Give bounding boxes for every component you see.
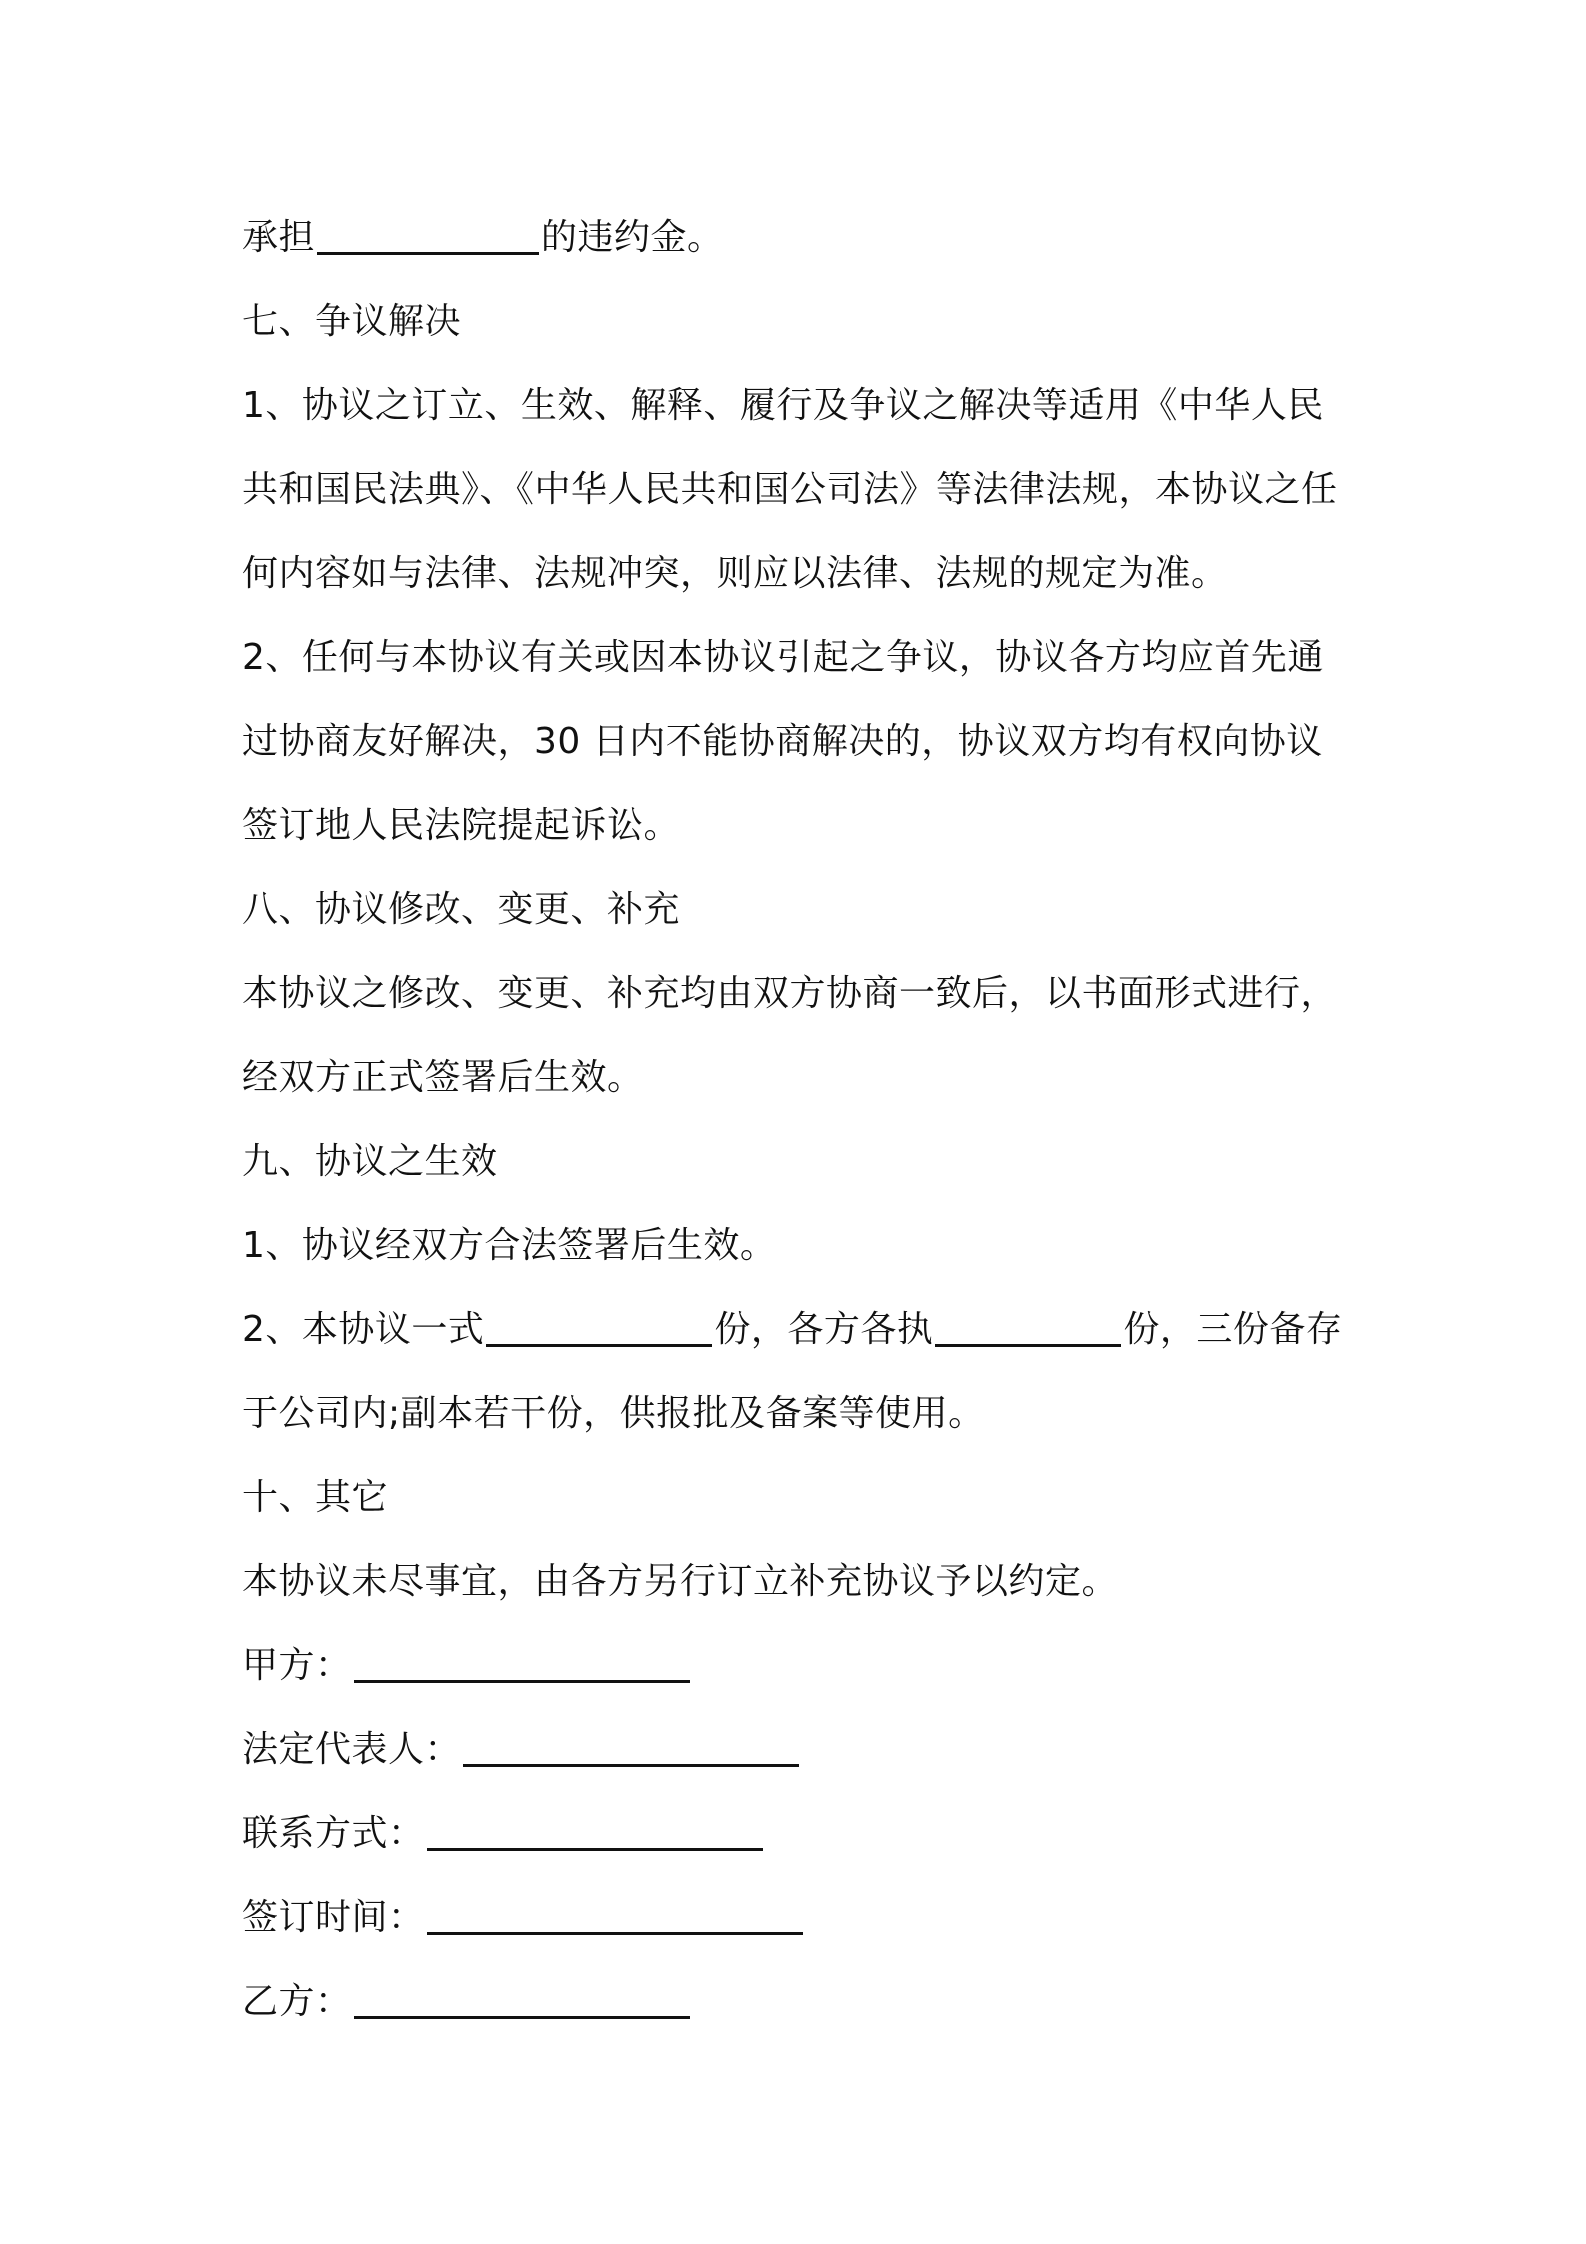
party-a-blank[interactable] (354, 1644, 690, 1683)
signature-contact (242, 1792, 1362, 1876)
party-b-label: 乙方： (242, 1981, 352, 2022)
section-8-heading: 八、协议修改、变更、补充 (242, 889, 681, 930)
total-copies-blank[interactable] (486, 1308, 712, 1347)
section-10-text: 本协议未尽事宜，由各方另行订立补充协议予以约定。 (242, 1561, 1119, 1602)
penalty-suffix: 的违约金。 (541, 217, 724, 258)
sign-date-label: 签订时间： (242, 1897, 425, 1938)
penalty-line (242, 196, 1362, 280)
signature-party-a (242, 1624, 1362, 1708)
contact-label: 联系方式： (242, 1813, 425, 1854)
section-9-clause-2-line-2: 于公司内;副本若干份，供报批及备案等使用。 (242, 1393, 985, 1434)
penalty-prefix: 承担 (242, 217, 316, 258)
contact-blank[interactable] (427, 1812, 763, 1851)
section-7-clause-2-line-3: 签订地人民法院提起诉讼。 (242, 805, 681, 846)
section-9-clause-2-line-1 (242, 1288, 1362, 1372)
section-8-text-line-2: 经双方正式签署后生效。 (242, 1057, 644, 1098)
document-body (242, 196, 1362, 2044)
party-a-label: 甲方： (242, 1645, 352, 1686)
signature-date (242, 1876, 1362, 1960)
copies-suffix: 份，三份备存 (1123, 1309, 1343, 1350)
section-7-clause-1-line-2: 共和国民法典》、《中华人民共和国公司法》等法律法规，本协议之任 (242, 469, 1338, 510)
legal-rep-blank[interactable] (463, 1728, 799, 1767)
signature-legal-representative (242, 1708, 1362, 1792)
party-b-blank[interactable] (354, 1980, 690, 2019)
section-7-clause-1-line-3: 何内容如与法律、法规冲突，则应以法律、法规的规定为准。 (242, 553, 1228, 594)
section-7-clause-2-line-1: 2、任何与本协议有关或因本协议引起之争议，协议各方均应首先通 (242, 637, 1324, 678)
copies-each-text: 份，各方各执 (714, 1309, 934, 1350)
penalty-amount-blank[interactable] (317, 216, 539, 255)
section-9-clause-1: 1、协议经双方合法签署后生效。 (242, 1225, 777, 1266)
section-7-heading: 七、争议解决 (242, 301, 462, 342)
section-8-text-line-1: 本协议之修改、变更、补充均由双方协商一致后，以书面形式进行， (242, 973, 1338, 1014)
sign-date-blank[interactable] (427, 1896, 803, 1935)
section-10-heading: 十、其它 (242, 1477, 389, 1518)
section-9-heading: 九、协议之生效 (242, 1141, 498, 1182)
copies-each-blank[interactable] (935, 1308, 1121, 1347)
copies-prefix: 2、本协议一式 (242, 1309, 485, 1350)
section-7-clause-2-line-2: 过协商友好解决，30 日内不能协商解决的，协议双方均有权向协议 (242, 721, 1323, 762)
legal-rep-label: 法定代表人： (242, 1729, 462, 1770)
signature-party-b (242, 1960, 1362, 2044)
section-7-clause-1-line-1: 1、协议之订立、生效、解释、履行及争议之解决等适用《中华人民 (242, 385, 1324, 426)
